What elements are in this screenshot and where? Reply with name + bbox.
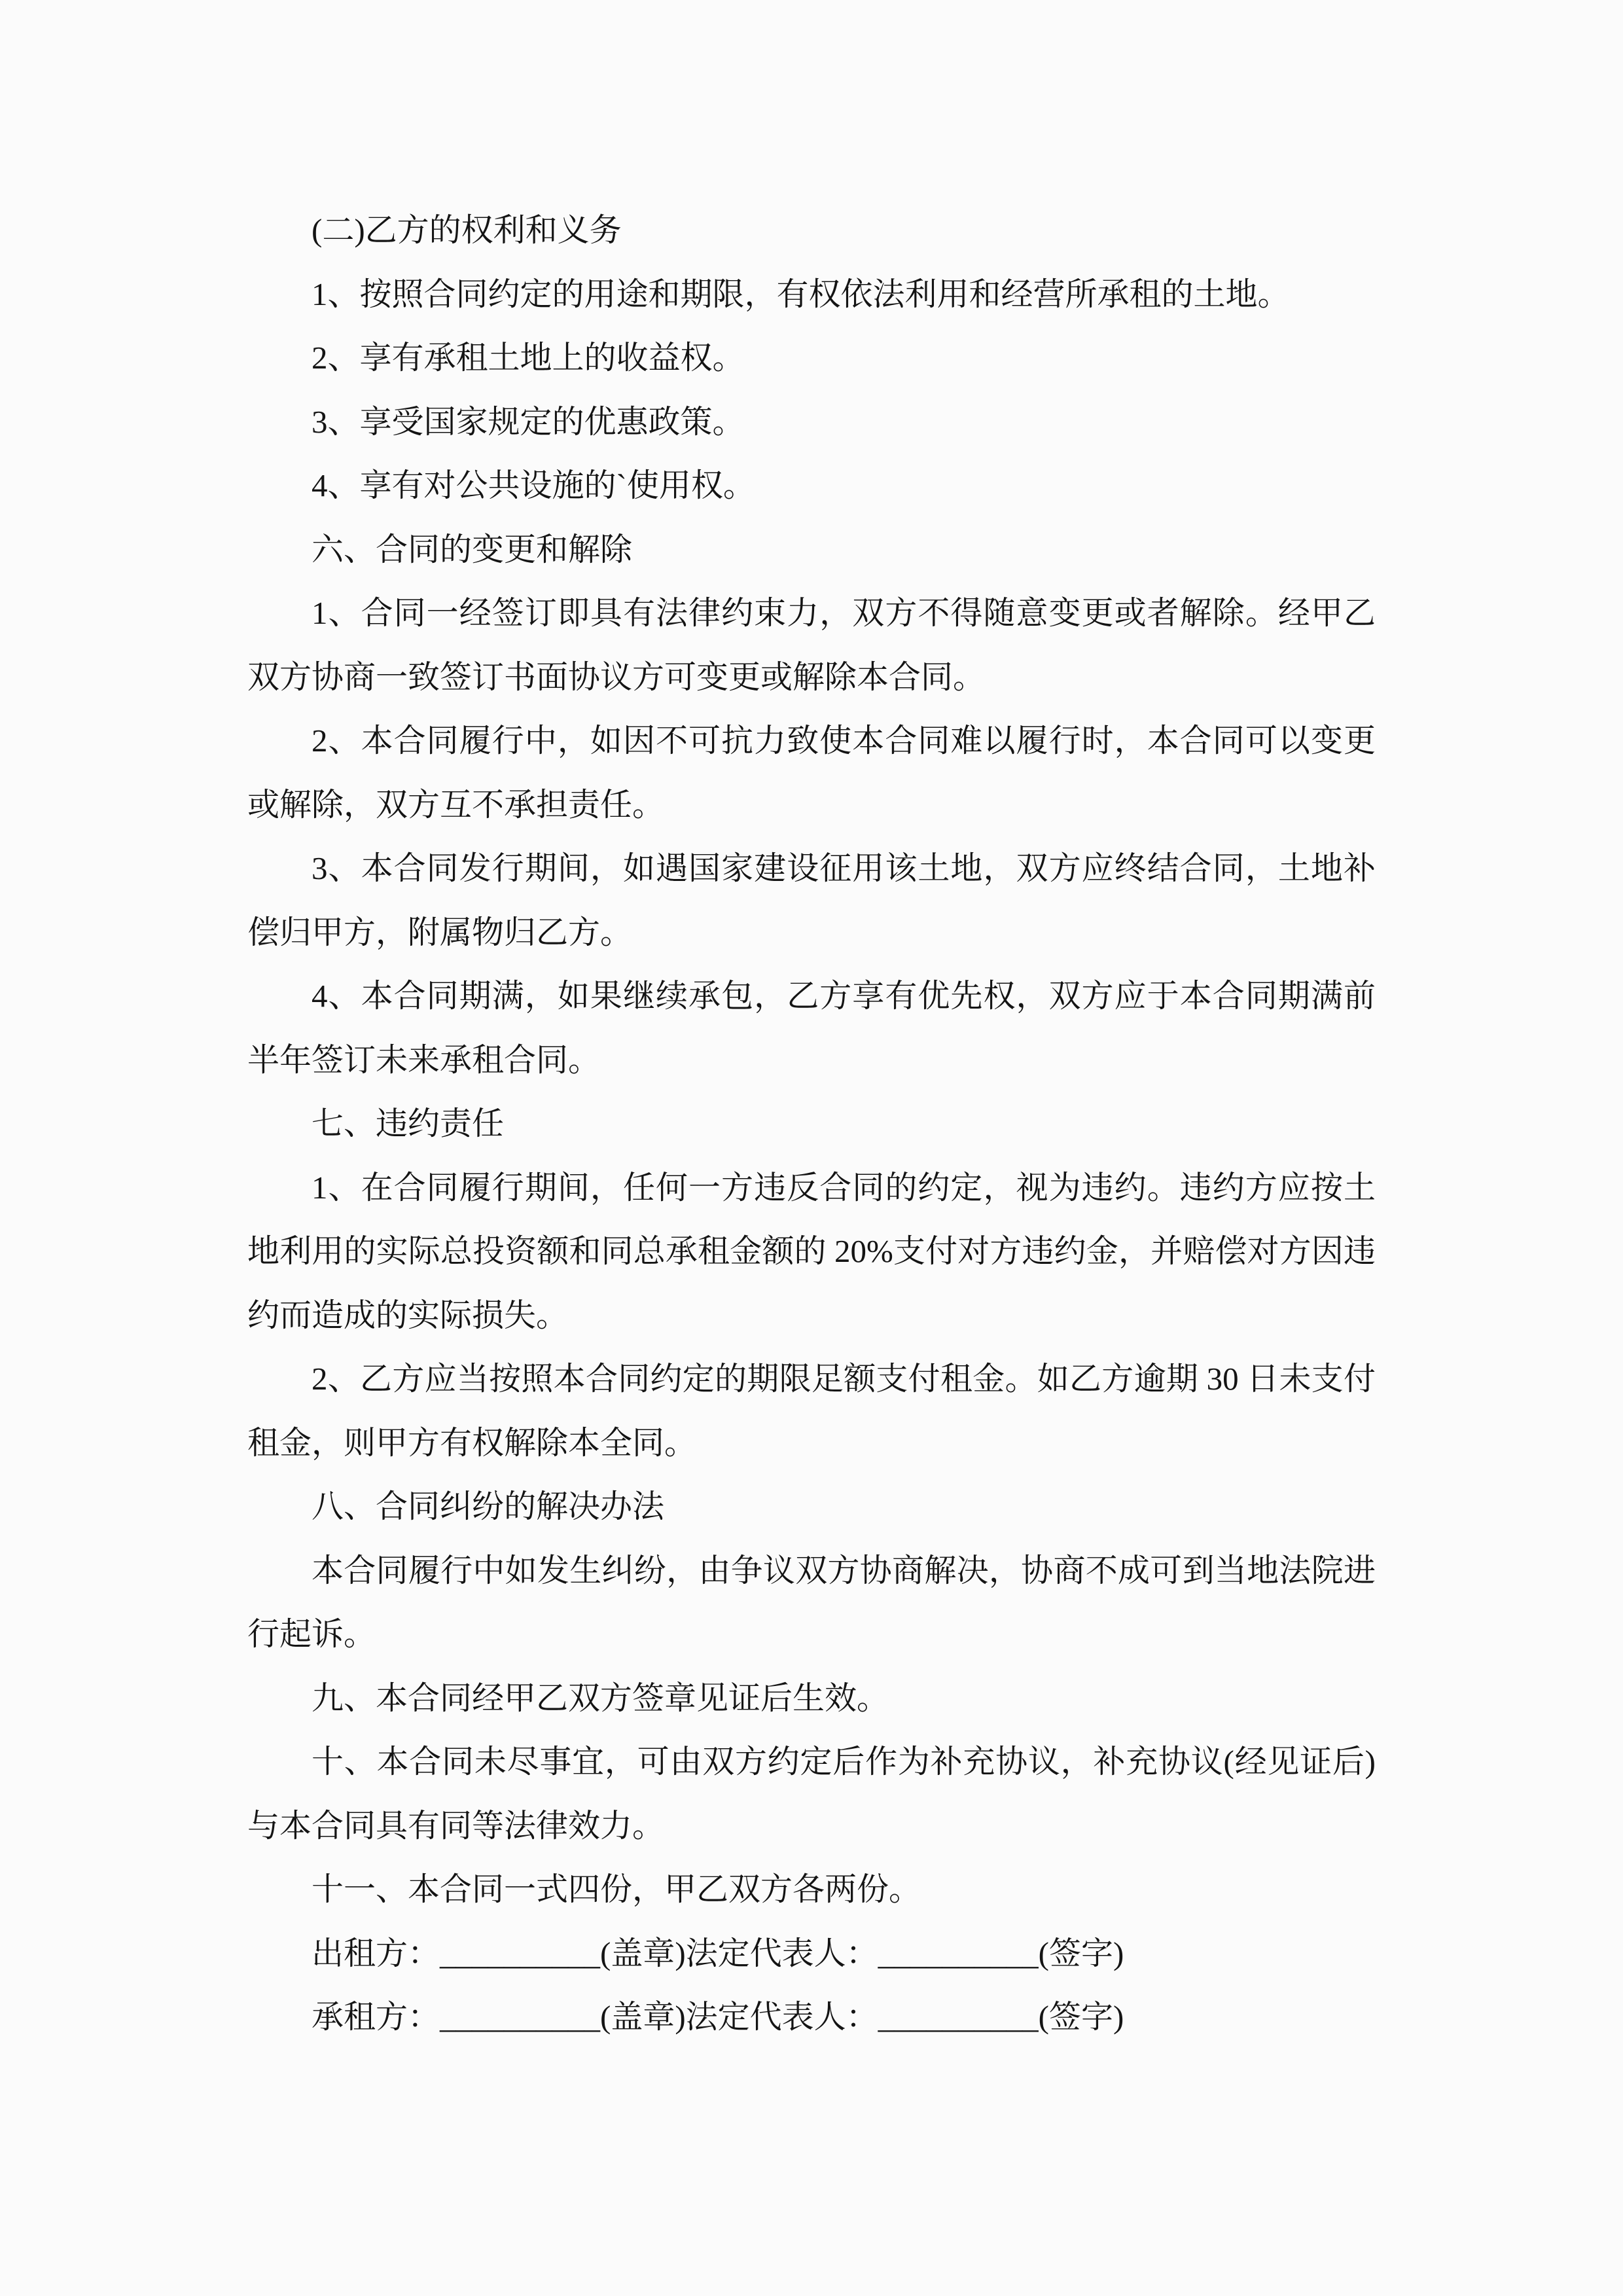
clause-line: 本合同履行中如发生纠纷，由争议双方协商解决，协商不成可到当地法院进 xyxy=(312,1552,1376,1588)
section-heading-modification: 六、合同的变更和解除 xyxy=(312,531,633,567)
clause-line-continuation: 租金，则甲方有权解除本全同。 xyxy=(247,1424,697,1461)
clause-line: 2、享有承租土地上的收益权。 xyxy=(312,340,745,376)
clause-line: 十、本合同未尽事宜，可由双方约定后作为补充协议，补充协议(经见证后) xyxy=(312,1744,1376,1780)
clause-effective: 九、本合同经甲乙双方签章见证后生效。 xyxy=(312,1679,889,1716)
contract-text-block xyxy=(247,198,1376,2049)
clause-line: 4、享有对公共设施的`使用权。 xyxy=(312,467,755,503)
clause-copies: 十一、本合同一式四份，甲乙双方各两份。 xyxy=(312,1871,921,1907)
clause-line: 1、合同一经签订即具有法律约束力，双方不得随意变更或者解除。经甲乙 xyxy=(312,595,1376,631)
section-heading-breach: 七、违约责任 xyxy=(312,1105,505,1141)
clause-line-continuation: 行起诉。 xyxy=(247,1616,376,1652)
clause-line-continuation: 或解除，双方互不承担责任。 xyxy=(247,786,665,823)
clause-line: 1、在合同履行期间，任何一方违反合同的约定，视为违约。违约方应按土 xyxy=(312,1169,1376,1206)
clause-line-continuation: 双方协商一致签订书面协议方可变更或解除本合同。 xyxy=(247,658,986,695)
clause-line: 3、本合同发行期间，如遇国家建设征用该土地，双方应终结合同，土地补 xyxy=(312,850,1376,886)
clause-line: 4、本合同期满，如果继续承包，乙方享有优先权，双方应于本合同期满前 xyxy=(312,978,1376,1014)
clause-line: 1、按照合同约定的用途和期限，有权依法利用和经营所承租的土地。 xyxy=(312,276,1290,312)
clause-line: 2、乙方应当按照本合同约定的期限足额支付租金。如乙方逾期 30 日未支付 xyxy=(312,1361,1376,1397)
clause-line-continuation: 地利用的实际总投资额和同总承租金额的 20%支付对方违约金，并赔偿对方因违 xyxy=(247,1233,1376,1269)
section-heading-party-b-rights: (二)乙方的权利和义务 xyxy=(312,212,622,248)
clause-line: 2、本合同履行中，如因不可抗力致使本合同难以履行时，本合同可以变更 xyxy=(312,723,1376,759)
section-heading-disputes: 八、合同纠纷的解决办法 xyxy=(312,1488,665,1524)
clause-line-continuation: 约而造成的实际损失。 xyxy=(247,1297,569,1333)
clause-line-continuation: 偿归甲方，附属物归乙方。 xyxy=(247,914,633,950)
clause-line-continuation: 与本合同具有同等法律效力。 xyxy=(247,1807,665,1844)
signature-line-lessee: 承租方：__________(盖章)法定代表人：__________(签字) xyxy=(312,1999,1124,2035)
clause-line: 3、享受国家规定的优惠政策。 xyxy=(312,403,745,440)
signature-line-lessor: 出租方：__________(盖章)法定代表人：__________(签字) xyxy=(312,1935,1124,1971)
clause-line-continuation: 半年签订未来承租合同。 xyxy=(247,1041,601,1078)
